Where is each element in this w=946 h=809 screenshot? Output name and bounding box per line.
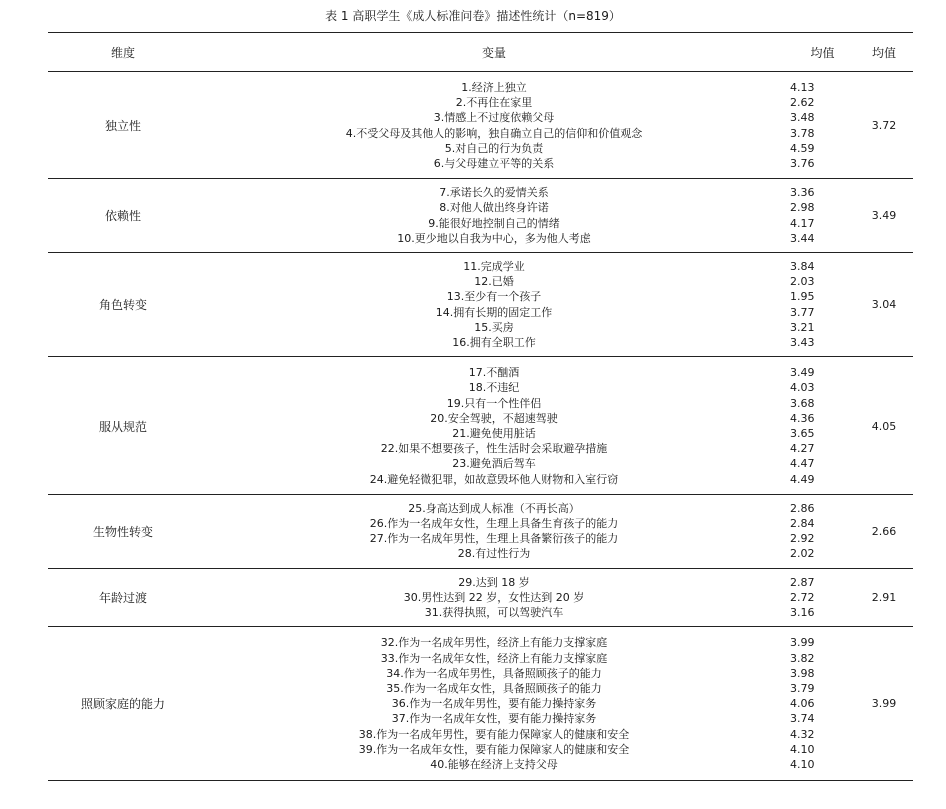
variable-item: 26.作为一名成年女性，生理上具备生育孩子的能力 [369, 517, 619, 531]
group-mean-cell: 2.66 [855, 494, 913, 568]
group-mean-cell: 2.91 [855, 568, 913, 627]
variable-item: 37.作为一名成年女性，要有能力操持家务 [391, 712, 597, 726]
variable-mean: 3.76 [790, 157, 815, 171]
descriptive-stats-table [48, 32, 913, 781]
dimension-cell: 角色转变 [48, 253, 198, 357]
variable-mean: 4.36 [790, 411, 815, 425]
variable-item: 38.作为一名成年男性，要有能力保障家人的健康和安全 [358, 727, 630, 741]
variable-item: 35.作为一名成年女性，具备照顾孩子的能力 [386, 681, 602, 695]
variables-cell [198, 494, 790, 568]
variable-mean: 2.02 [790, 547, 815, 561]
variable-mean: 3.36 [790, 186, 815, 200]
variable-item: 8.对他人做出终身许诺 [439, 201, 549, 215]
variable-mean: 4.17 [790, 216, 815, 230]
variable-mean: 4.27 [790, 442, 815, 456]
variable-item: 25.身高达到成人标准（不再长高） [408, 501, 580, 515]
means-cell [790, 179, 855, 253]
variable-mean: 4.03 [790, 381, 815, 395]
variable-mean: 2.03 [790, 275, 815, 289]
header-variable: 变量 [198, 33, 790, 72]
dimension-cell: 依赖性 [48, 179, 198, 253]
variables-cell [198, 253, 790, 357]
variable-mean: 3.79 [790, 681, 815, 695]
table-row [48, 253, 913, 357]
variable-item: 20.安全驾驶，不超速驾驶 [430, 411, 558, 425]
table-row [48, 72, 913, 179]
variable-item: 22.如果不想要孩子，性生活时会采取避孕措施 [380, 442, 608, 456]
variables-cell [198, 568, 790, 627]
variable-mean: 3.21 [790, 320, 815, 334]
variable-mean: 3.99 [790, 636, 815, 650]
variable-item: 34.作为一名成年男性，具备照顾孩子的能力 [386, 666, 602, 680]
variable-mean: 4.06 [790, 697, 815, 711]
variable-item: 6.与父母建立平等的关系 [433, 157, 555, 171]
means-cell [790, 72, 855, 179]
variables-cell [198, 627, 790, 781]
variable-item: 24.避免轻微犯罪，如故意毁坏他人财物和入室行窃 [369, 472, 619, 486]
variable-mean: 2.92 [790, 532, 815, 546]
table-body [48, 72, 913, 781]
variable-item: 40.能够在经济上支持父母 [430, 757, 558, 771]
variable-mean: 1.95 [790, 290, 815, 304]
means-cell [790, 627, 855, 781]
variable-item: 32.作为一名成年男性，经济上有能力支撑家庭 [380, 636, 608, 650]
table-row [48, 494, 913, 568]
variable-mean: 2.84 [790, 517, 815, 531]
variable-mean: 3.16 [790, 606, 815, 620]
table-caption: 表 1 高职学生《成人标准问卷》描述性统计（n=819） [325, 9, 621, 23]
variable-item: 36.作为一名成年男性，要有能力操持家务 [391, 697, 597, 711]
variable-mean: 4.59 [790, 141, 815, 155]
variable-item: 14.拥有长期的固定工作 [435, 305, 553, 319]
variable-item: 2.不再住在家里 [455, 96, 533, 110]
variable-item: 9.能很好地控制自己的情绪 [428, 216, 560, 230]
dimension-cell: 独立性 [48, 72, 198, 179]
variable-mean: 3.48 [790, 111, 815, 125]
variable-item: 31.获得执照，可以驾驶汽车 [424, 606, 564, 620]
variable-item: 7.承诺长久的爱情关系 [439, 186, 549, 200]
variables-cell [198, 179, 790, 253]
variable-mean: 3.84 [790, 260, 815, 274]
variable-mean: 4.49 [790, 472, 815, 486]
variable-item: 12.已婚 [474, 275, 514, 289]
variable-item: 16.拥有全职工作 [452, 336, 536, 350]
variable-item: 23.避免酒后驾车 [452, 457, 536, 471]
variable-item: 4.不受父母及其他人的影响，独自确立自己的信仰和价值观念 [345, 126, 643, 140]
variable-mean: 3.43 [790, 336, 815, 350]
dimension-cell: 生物性转变 [48, 494, 198, 568]
variable-mean: 4.47 [790, 457, 815, 471]
variable-item: 19.只有一个性伴侣 [446, 396, 542, 410]
variable-mean: 3.49 [790, 366, 815, 380]
header-group-mean: 均值 [855, 33, 913, 72]
variable-item: 13.至少有一个孩子 [446, 290, 542, 304]
table-row [48, 568, 913, 627]
variable-item: 17.不酗酒 [468, 366, 520, 380]
variables-cell [198, 72, 790, 179]
variable-item: 18.不违纪 [468, 381, 520, 395]
variable-mean: 2.86 [790, 501, 815, 515]
group-mean-cell: 3.04 [855, 253, 913, 357]
group-mean-cell: 3.72 [855, 72, 913, 179]
variable-mean: 4.32 [790, 727, 815, 741]
group-mean-cell: 4.05 [855, 357, 913, 495]
variable-mean: 4.10 [790, 757, 815, 771]
variable-mean: 4.10 [790, 742, 815, 756]
variable-item: 29.达到 18 岁 [458, 575, 530, 589]
group-mean-cell: 3.49 [855, 179, 913, 253]
dimension-cell: 照顾家庭的能力 [48, 627, 198, 781]
variable-mean: 3.82 [790, 651, 815, 665]
variable-mean: 3.74 [790, 712, 815, 726]
means-cell [790, 494, 855, 568]
variable-item: 15.买房 [474, 320, 514, 334]
header-mean: 均值 [790, 33, 855, 72]
variable-mean: 4.13 [790, 81, 815, 94]
variable-mean: 3.78 [790, 126, 815, 140]
variables-cell [198, 357, 790, 495]
table-row [48, 357, 913, 495]
variable-item: 11.完成学业 [463, 260, 525, 274]
means-cell [790, 568, 855, 627]
variable-mean: 3.44 [790, 231, 815, 245]
variable-mean: 2.72 [790, 590, 815, 604]
variable-mean: 3.77 [790, 305, 815, 319]
table-row [48, 179, 913, 253]
means-cell [790, 253, 855, 357]
table-row [48, 627, 913, 781]
variable-item: 1.经济上独立 [461, 81, 527, 94]
variable-item: 30.男性达到 22 岁，女性达到 20 岁 [403, 590, 585, 604]
dimension-cell: 年龄过渡 [48, 568, 198, 627]
variable-mean: 2.98 [790, 201, 815, 215]
variable-item: 10.更少地以自我为中心，多为他人考虑 [397, 231, 591, 245]
header-row [48, 33, 913, 72]
variable-mean: 3.98 [790, 666, 815, 680]
means-cell [790, 357, 855, 495]
variable-item: 27.作为一名成年男性，生理上具备繁衍孩子的能力 [369, 532, 619, 546]
header-dimension: 维度 [48, 33, 198, 72]
variable-item: 3.情感上不过度依赖父母 [433, 111, 555, 125]
variable-item: 28.有过性行为 [457, 547, 531, 561]
group-mean-cell: 3.99 [855, 627, 913, 781]
variable-mean: 2.62 [790, 96, 815, 110]
variable-item: 39.作为一名成年女性，要有能力保障家人的健康和安全 [358, 742, 630, 756]
variable-mean: 2.87 [790, 575, 815, 589]
variable-item: 21.避免使用脏话 [452, 427, 536, 441]
dimension-cell: 服从规范 [48, 357, 198, 495]
variable-mean: 3.65 [790, 427, 815, 441]
variable-item: 5.对自己的行为负责 [444, 141, 544, 155]
variable-mean: 3.68 [790, 396, 815, 410]
variable-item: 33.作为一名成年女性，经济上有能力支撑家庭 [380, 651, 608, 665]
